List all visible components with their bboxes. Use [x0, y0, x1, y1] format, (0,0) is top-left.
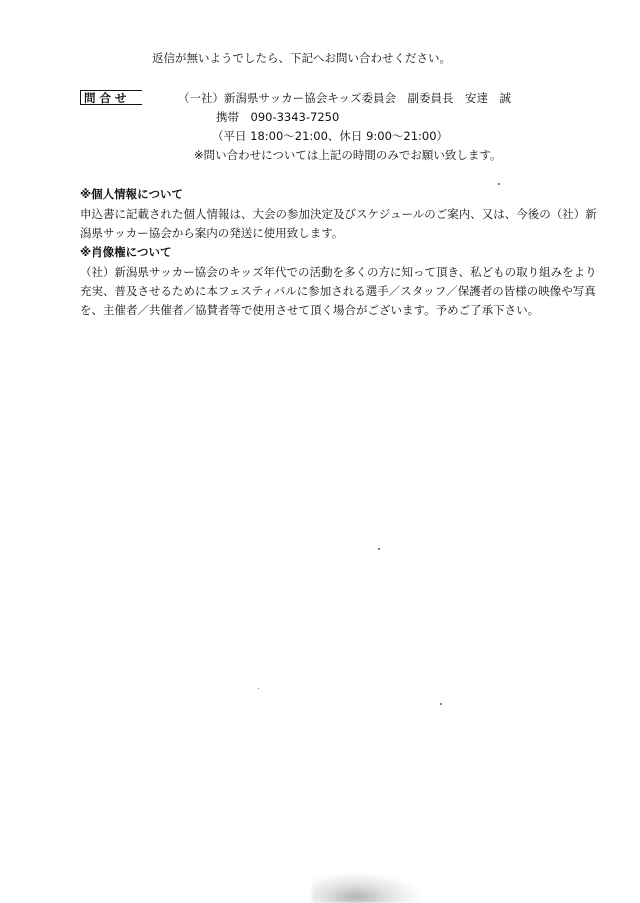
portrait-line-2: 充実、普及させるために本フェスティバルに参加される選手／スタッフ／保護者の皆様の映像や写真 [80, 284, 596, 298]
scan-speck [378, 548, 380, 550]
portrait-line-1: （社）新潟県サッカー協会のキッズ年代での活動を多くの方に知って頂き、私どもの取り組みをより [80, 265, 597, 279]
privacy-heading: ※個人情報について [80, 187, 183, 201]
inquiry-label: 問合せ [80, 90, 142, 105]
inquiry-hours: （平日 18:00～21:00、休日 9:00～21:00） [212, 129, 449, 143]
scan-speck [498, 183, 500, 185]
privacy-line-2: 潟県サッカー協会から案内の発送に使用致します。 [80, 226, 344, 240]
inquiry-organization: （一社）新潟県サッカー協会キッズ委員会 副委員長 安達 誠 [178, 91, 512, 105]
scan-smudge [312, 872, 422, 903]
inquiry-hours-note: ※問い合わせについては上記の時間のみでお願い致します。 [194, 148, 502, 162]
portrait-heading: ※肖像権について [80, 245, 172, 259]
portrait-line-3: を、主催者／共催者／協賛者等で使用させて頂く場合がございます。予めご了承下さい。 [80, 303, 540, 317]
scan-speck [258, 688, 259, 689]
reply-note: 返信が無いようでしたら、下記へお問い合わせください。 [152, 51, 451, 65]
scan-speck [440, 703, 442, 705]
inquiry-phone: 携帯 090-3343-7250 [216, 110, 340, 124]
privacy-line-1: 申込書に記載された個人情報は、大会の参加決定及びスケジュールのご案内、又は、今後の（社）新 [80, 207, 597, 221]
